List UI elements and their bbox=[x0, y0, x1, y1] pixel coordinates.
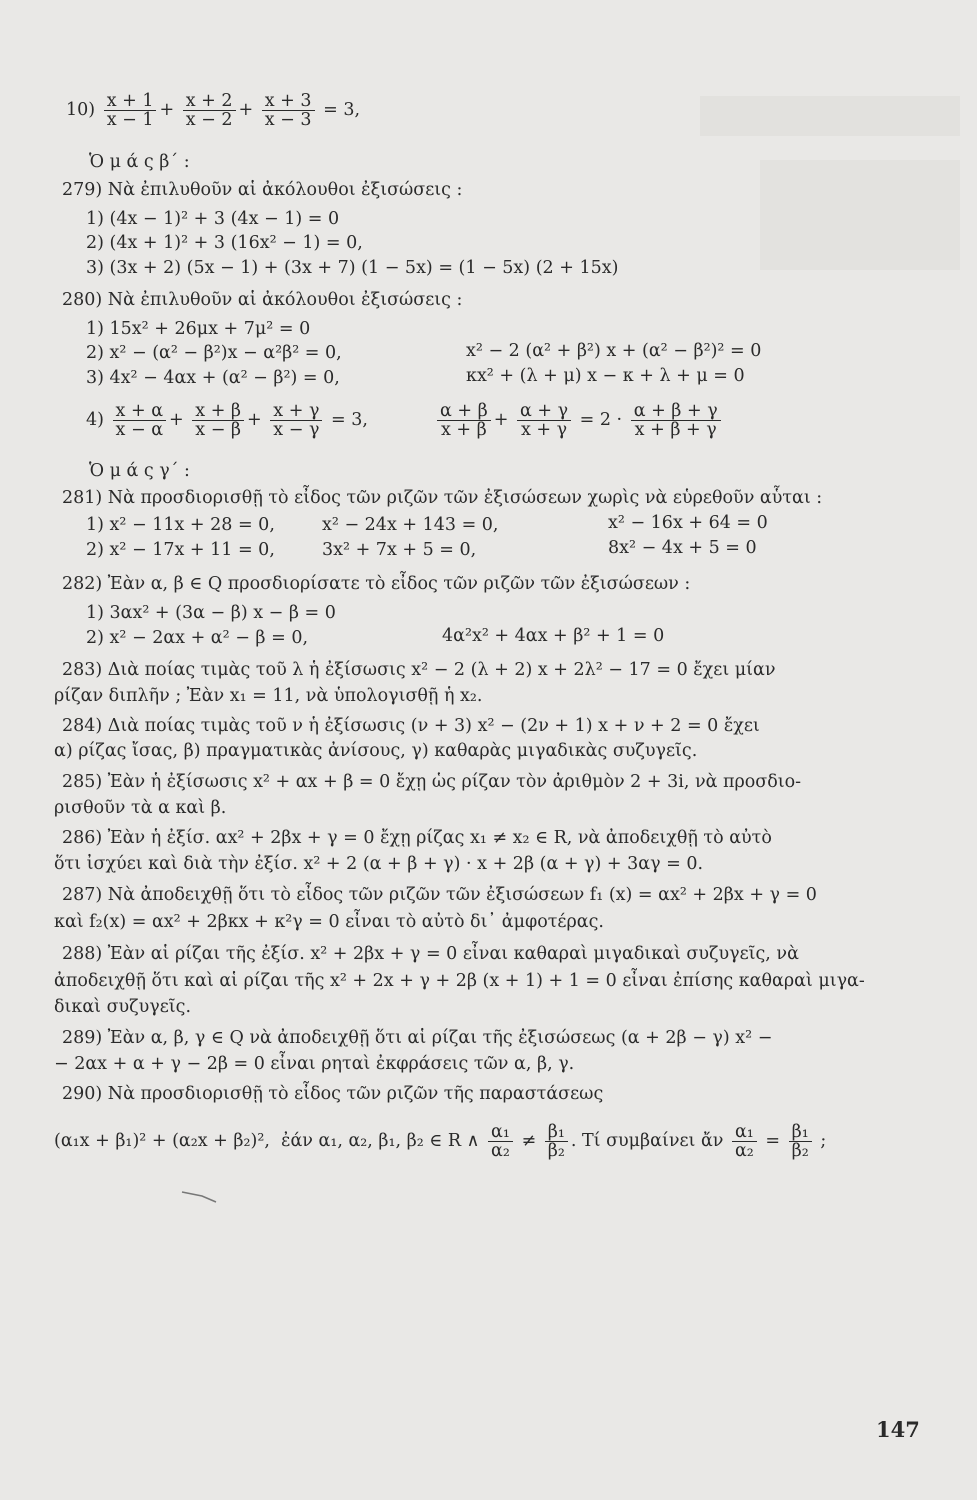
problem-282-line: 1) 3αx² + (3α − β) x − β = 0 bbox=[86, 603, 336, 623]
problem-281-line: x² − 16x + 64 = 0 bbox=[608, 513, 768, 533]
fraction: $\frac{x + \gamma}{x - \gamma}$ bbox=[270, 402, 322, 439]
fraction: $\frac{x + 2}{x - 2}$ bbox=[183, 92, 236, 129]
problem-282-line: 4α²x² + 4αx + β² + 1 = 0 bbox=[442, 626, 665, 646]
problem-289-cont: − 2αx + α + γ − 2β = 0 εἶναι ρηταὶ ἐκφράσεις τῶν α, β, γ. bbox=[54, 1054, 575, 1074]
problem-281-line: 3x² + 7x + 5 = 0, bbox=[322, 540, 477, 560]
problem-280-line: 1) 15x² + 26μx + 7μ² = 0 bbox=[86, 319, 311, 339]
problem-284-cont: α) ρίζας ἴσας, β) πραγματικὰς ἀνίσους, γ) καθαρὰς μιγαδικὰς συζυγεῖς. bbox=[54, 741, 698, 761]
fraction: $\frac{\alpha + \gamma}{x + \gamma}$ bbox=[517, 402, 571, 439]
bleed-through-text bbox=[760, 160, 960, 270]
problem-280-heading: 280) Νὰ ἐπιλυθοῦν αἱ ἀκόλουθοι ἐξισώσεις : bbox=[62, 290, 463, 310]
problem-282-line: 2) x² − 2αx + α² − β = 0, bbox=[86, 628, 309, 648]
problem-281-line: 2) x² − 17x + 11 = 0, bbox=[86, 540, 275, 560]
problem-290-expression: (α₁x + β₁)² + (α₂x + β₂)², ἐάν α₁, α₂, β₁, β₂ ∈ R ∧ $\frac{\text{α₁}}{\text{α₂}}$ ≠ $\frac{\text{β₁}}{\text{β₂}}$ . Τί συμβαίνει ἄν $\frac{\text{α₁}}{\text{α₂}}$ = $\frac{\text{β₁}}{\text{β₂}}$ ; bbox=[54, 1122, 827, 1161]
problem-287: 287) Νὰ ἀποδειχθῇ ὅτι τὸ εἶδος τῶν ριζῶν τῶν ἐξισώσεων f₁ (x) = αx² + 2βx + γ = 0 bbox=[62, 885, 817, 905]
problem-282-heading: 282) Ἐὰν α, β ∈ Q προσδιορίσατε τὸ εἶδος τῶν ριζῶν τῶν ἐξισώσεων : bbox=[62, 574, 691, 594]
fraction: $\frac{x + \alpha}{x - \alpha}$ bbox=[113, 402, 166, 439]
fraction: $\frac{\alpha + \beta}{x + \beta}$ bbox=[437, 402, 491, 439]
problem-279-heading: 279) Νὰ ἐπιλυθοῦν αἱ ἀκόλουθοι ἐξισώσεις : bbox=[62, 180, 463, 200]
problem-280-line: 3) 4x² − 4αx + (α² − β²) = 0, bbox=[86, 368, 340, 388]
problem-279-line: 3) (3x + 2) (5x − 1) + (3x + 7) (1 − 5x) = (1 − 5x) (2 + 15x) bbox=[86, 258, 619, 278]
problem-286-cont: ὅτι ἰσχύει καὶ διὰ τὴν ἐξίσ. x² + 2 (α + β + γ) · x + 2β (α + γ) + 3αγ = 0. bbox=[54, 854, 704, 874]
problem-288-cont: δικαὶ συζυγεῖς. bbox=[54, 997, 192, 1017]
problem-281-line: x² − 24x + 143 = 0, bbox=[322, 515, 499, 535]
page-number: 147 bbox=[876, 1417, 920, 1442]
problem-283-cont: ρίζαν διπλῆν ; Ἐὰν x₁ = 11, νὰ ὑπολογισθῇ ἡ x₂. bbox=[54, 686, 483, 706]
problem-280-equation-4b: $\frac{\alpha + \beta}{x + \beta}$ + $\frac{\alpha + \gamma}{x + \gamma}$ = 2 · $\frac{\alpha + \beta + \gamma}{x + \beta + \gamma}$ bbox=[434, 402, 724, 439]
problem-287-cont: καὶ f₂(x) = αx² + 2βκx + κ²γ = 0 εἶναι τὸ αὐτὸ δι᾿ ἀμφοτέρας. bbox=[54, 912, 604, 932]
problem-280-line: 2) x² − (α² − β²)x − α²β² = 0, bbox=[86, 343, 342, 363]
bleed-through-text bbox=[700, 96, 960, 136]
problem-280-equation-4: 4) $\frac{x + \alpha}{x - \alpha}$ + $\frac{x + \beta}{x - \beta}$ + $\frac{x + \gamma}{x - \gamma}$ = 3, bbox=[86, 401, 368, 440]
fraction: $\frac{\text{β₁}}{\text{β₂}}$ bbox=[789, 1123, 812, 1160]
problem-281-line: 1) x² − 11x + 28 = 0, bbox=[86, 515, 275, 535]
fraction: $\frac{x + \beta}{x - \beta}$ bbox=[192, 402, 244, 439]
problem-279-line: 2) (4x + 1)² + 3 (16x² − 1) = 0, bbox=[86, 233, 363, 253]
problem-290: 290) Νὰ προσδιορισθῇ τὸ εἶδος τῶν ριζῶν τῆς παραστάσεως bbox=[62, 1084, 604, 1104]
problem-288: 288) Ἐὰν αἱ ρίζαι τῆς ἐξίσ. x² + 2βx + γ = 0 εἶναι καθαραὶ μιγαδικαὶ συζυγεῖς, νὰ bbox=[62, 944, 799, 964]
problem-289: 289) Ἐὰν α, β, γ ∈ Q νὰ ἀποδειχθῇ ὅτι αἱ ρίζαι τῆς ἐξισώσεως (α + 2β − γ) x² − bbox=[62, 1028, 773, 1048]
problem-281-line: 8x² − 4x + 5 = 0 bbox=[608, 538, 757, 558]
problem-288-cont: ἀποδειχθῇ ὅτι καὶ αἱ ρίζαι τῆς x² + 2x + γ + 2β (x + 1) + 1 = 0 εἶναι ἐπίσης καθαραὶ μιγα- bbox=[54, 971, 865, 991]
problem-279-line: 1) (4x − 1)² + 3 (4x − 1) = 0 bbox=[86, 209, 340, 229]
problem-281-heading: 281) Νὰ προσδιορισθῇ τὸ εἶδος τῶν ριζῶν τῶν ἐξισώσεων χωρὶς νὰ εὑρεθοῦν αὗται : bbox=[62, 488, 823, 508]
problem-286: 286) Ἐὰν ἡ ἐξίσ. αx² + 2βx + γ = 0 ἔχῃ ρίζας x₁ ≠ x₂ ∈ R, νὰ ἀποδειχθῇ τὸ αὐτὸ bbox=[62, 828, 772, 848]
fraction: $\frac{\text{α₁}}{\text{α₂}}$ bbox=[732, 1123, 757, 1160]
fraction: $\frac{x + 1}{x - 1}$ bbox=[104, 92, 157, 129]
problem-10: 10) $\frac{x + 1}{x - 1}$ + $\frac{x + 2}{x - 2}$ + $\frac{x + 3}{x - 3}$ = 3, bbox=[66, 91, 361, 130]
group-heading-b: Ὁ μ ά ς β΄ : bbox=[89, 152, 190, 172]
problem-283: 283) Διὰ ποίας τιμὰς τοῦ λ ἡ ἐξίσωσις x² − 2 (λ + 2) x + 2λ² − 17 = 0 ἔχει μίαν bbox=[62, 660, 776, 680]
problem-285: 285) Ἐὰν ἡ ἐξίσωσις x² + αx + β = 0 ἔχῃ ὡς ρίζαν τὸν ἀριθμὸν 2 + 3i, νὰ προσδιο- bbox=[62, 772, 802, 792]
ink-mark bbox=[180, 1186, 220, 1206]
fraction: $\frac{\text{α₁}}{\text{α₂}}$ bbox=[488, 1123, 513, 1160]
fraction: $\frac{\alpha + \beta + \gamma}{x + \beta + \gamma}$ bbox=[631, 402, 721, 439]
problem-285-cont: ρισθοῦν τὰ α καὶ β. bbox=[54, 798, 227, 818]
fraction: $\frac{x + 3}{x - 3}$ bbox=[262, 92, 315, 129]
problem-280-line: κx² + (λ + μ) x − κ + λ + μ = 0 bbox=[466, 366, 745, 386]
problem-280-line: x² − 2 (α² + β²) x + (α² − β²)² = 0 bbox=[466, 341, 762, 361]
fraction: $\frac{\text{β₁}}{\text{β₂}}$ bbox=[545, 1123, 568, 1160]
problem-284: 284) Διὰ ποίας τιμὰς τοῦ ν ἡ ἐξίσωσις (ν + 3) x² − (2ν + 1) x + ν + 2 = 0 ἔχει bbox=[62, 716, 760, 736]
group-heading-c: Ὁ μ ά ς γ΄ : bbox=[89, 461, 190, 481]
